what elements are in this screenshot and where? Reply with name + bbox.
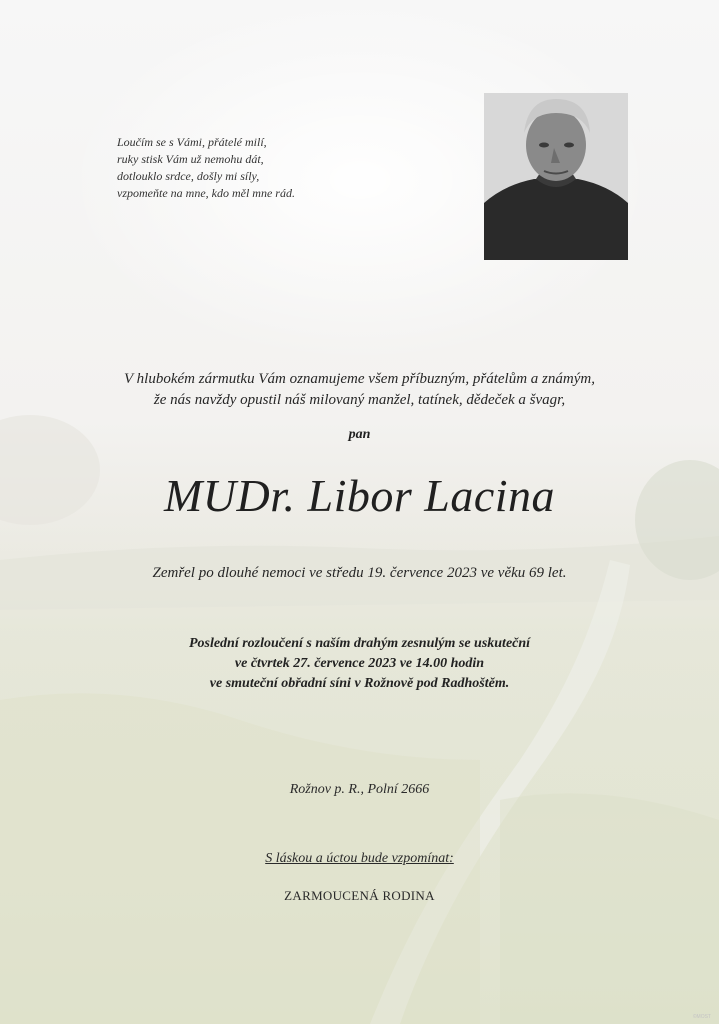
poem xyxy=(117,134,357,202)
poem-line: vzpomeňte na mne, kdo měl mne rád. xyxy=(117,186,295,200)
poem-line: ruky stisk Vám už nemohu dát, xyxy=(117,152,264,166)
death-notice: Zemřel po dlouhé nemoci ve středu 19. července 2023 ve věku 69 let. xyxy=(152,565,567,581)
deceased-name: MUDr. Libor Lacina xyxy=(163,470,556,521)
announcement xyxy=(0,369,719,411)
funeral-details xyxy=(0,634,719,694)
poem-line: Loučím se s Vámi, přátelé milí, xyxy=(117,135,267,149)
portrait-photo xyxy=(484,93,628,260)
funeral-line: ve čtvrtek 27. července 2023 ve 14.00 hodin xyxy=(234,656,485,671)
corner-mark: ©MOST xyxy=(692,1014,711,1020)
address: Rožnov p. R., Polní 2666 xyxy=(289,782,430,797)
funeral-line: Poslední rozloučení s naším drahým zesnulým se uskuteční xyxy=(188,636,531,651)
announcement-line: V hlubokém zármutku Vám oznamujeme všem příbuzným, přátelům a známým, xyxy=(124,371,595,387)
announcement-line: že nás navždy opustil náš milovaný manžel, tatínek, dědeček a švagr, xyxy=(153,392,566,408)
remembrance-line xyxy=(0,851,719,867)
title-word: pan xyxy=(348,427,371,442)
poem-line: dotlouklo srdce, došly mi síly, xyxy=(117,169,260,183)
family-signature: ZARMOUCENÁ RODINA xyxy=(284,888,435,903)
funeral-line: ve smuteční obřadní síni v Rožnově pod Radhoštěm. xyxy=(209,676,510,691)
remembrance-text: S láskou a úctou bude vzpomínat: xyxy=(265,851,454,866)
